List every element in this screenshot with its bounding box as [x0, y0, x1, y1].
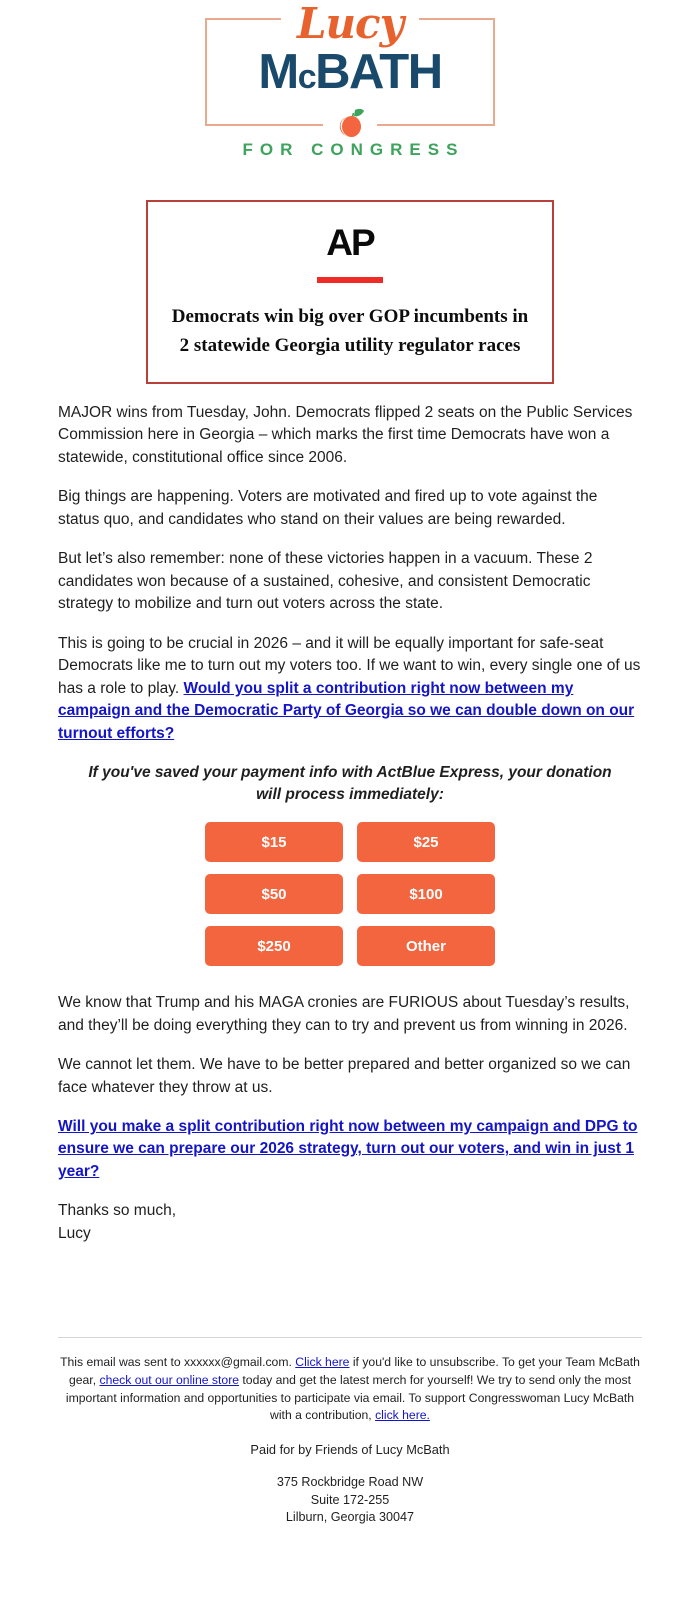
- donate-button-25[interactable]: $25: [357, 822, 495, 862]
- donate-button-15[interactable]: $15: [205, 822, 343, 862]
- logo-script-name: Lucy: [281, 3, 419, 45]
- footer-text-b: if you'd like to unsubscribe. To get your Team McBath gear,: [68, 1355, 640, 1387]
- signoff: [58, 1200, 642, 1245]
- logo-frame: [205, 0, 495, 126]
- footer-divider: [58, 1337, 642, 1338]
- footer-legal-text: [58, 1354, 642, 1425]
- ap-red-rule: [317, 277, 383, 283]
- logo-last-name-rest: BATH: [315, 45, 442, 99]
- logo-last-name: [207, 45, 493, 99]
- donate-button-50[interactable]: $50: [205, 874, 343, 914]
- donation-button-grid: [205, 822, 495, 966]
- paragraph-4-text: This is going to be crucial in 2026 – and it will be equally important for safe-seat Democrats like me to turn out my voters too. If we want to win, every single one of us has a role to play.: [58, 634, 641, 697]
- mailing-address: [58, 1474, 642, 1527]
- donate-button-other[interactable]: Other: [357, 926, 495, 966]
- paragraph-2: Big things are happening. Voters are motivated and fired up to vote against the status quo, and candidates who stand on their values are being rewarded.: [58, 488, 598, 528]
- paragraph-4: [58, 633, 642, 745]
- address-line-2: Suite 172-255: [310, 1492, 390, 1507]
- unsubscribe-link[interactable]: Click here: [295, 1355, 350, 1370]
- footer-text-a: This email was sent to xxxxxx@gmail.com.: [60, 1355, 296, 1370]
- paragraph-5: We know that Trump and his MAGA cronies are FURIOUS about Tuesday’s results, and they’ll be doing everything they can to try and prevent us from winning in 2026.: [58, 994, 630, 1034]
- address-line-1: 375 Rockbridge Road NW: [276, 1475, 424, 1490]
- paragraph-1: MAJOR wins from Tuesday, John. Democrats flipped 2 seats on the Public Services Commission here in Georgia – which marks the first time Democrats have won a statewide, constitutional office since 2006.: [58, 404, 633, 466]
- paid-for-disclaimer: Paid for by Friends of Lucy McBath: [250, 1442, 450, 1458]
- paragraph-3: But let’s also remember: none of these victories happen in a vacuum. These 2 candidates won because of a sustained, cohesive, and consistent Democratic strategy to mobilize and turn out voters across the state.: [58, 550, 593, 613]
- final-split-contribution-link[interactable]: Will you make a split contribution right now between my campaign and DPG to ensure we can prepare our 2026 strategy, turn out our voters, and win in just 1 year?: [58, 1117, 638, 1180]
- logo-last-name-c: c: [297, 58, 316, 96]
- address-line-3: Lilburn, Georgia 30047: [285, 1510, 415, 1525]
- actblue-express-note: If you've saved your payment info with ActBlue Express, your donation will process immediately:: [88, 764, 612, 804]
- donate-button-250[interactable]: $250: [205, 926, 343, 966]
- news-headline-box: [146, 200, 554, 384]
- peach-icon-svg: [333, 107, 367, 139]
- ap-logo: AP: [326, 222, 374, 263]
- email-footer: [0, 1337, 700, 1553]
- campaign-logo: [0, 0, 700, 174]
- online-store-link[interactable]: check out our online store: [99, 1373, 240, 1387]
- logo-tagline: FOR CONGRESS: [242, 140, 465, 159]
- logo-last-name-m: M: [258, 45, 298, 99]
- paragraph-6: We cannot let them. We have to be better prepared and better organized so we can face whatever they throw at us.: [58, 1056, 631, 1096]
- email-body-copy: [0, 384, 700, 1245]
- bottom-spacer: [0, 1245, 700, 1337]
- news-headline-text: Democrats win big over GOP incumbents in 2 statewide Georgia utility regulator races: [171, 306, 529, 356]
- signoff-line-1: Thanks so much,: [58, 1202, 177, 1220]
- peach-icon: [323, 107, 377, 139]
- logo-inner: [200, 0, 500, 160]
- signoff-line-2: Lucy: [58, 1224, 91, 1242]
- donate-button-100[interactable]: $100: [357, 874, 495, 914]
- split-contribution-link[interactable]: Would you split a contribution right now between my campaign and the Democratic Party of Georgia so we can double down on our turnout efforts?: [58, 679, 635, 742]
- footer-text-c: today and get the latest merch for yourself! We try to send only the most important information and opportunities to participate via email. To support Congresswoman Lucy McBath with a contribution,: [65, 1373, 635, 1423]
- contribute-link[interactable]: click here.: [375, 1408, 430, 1423]
